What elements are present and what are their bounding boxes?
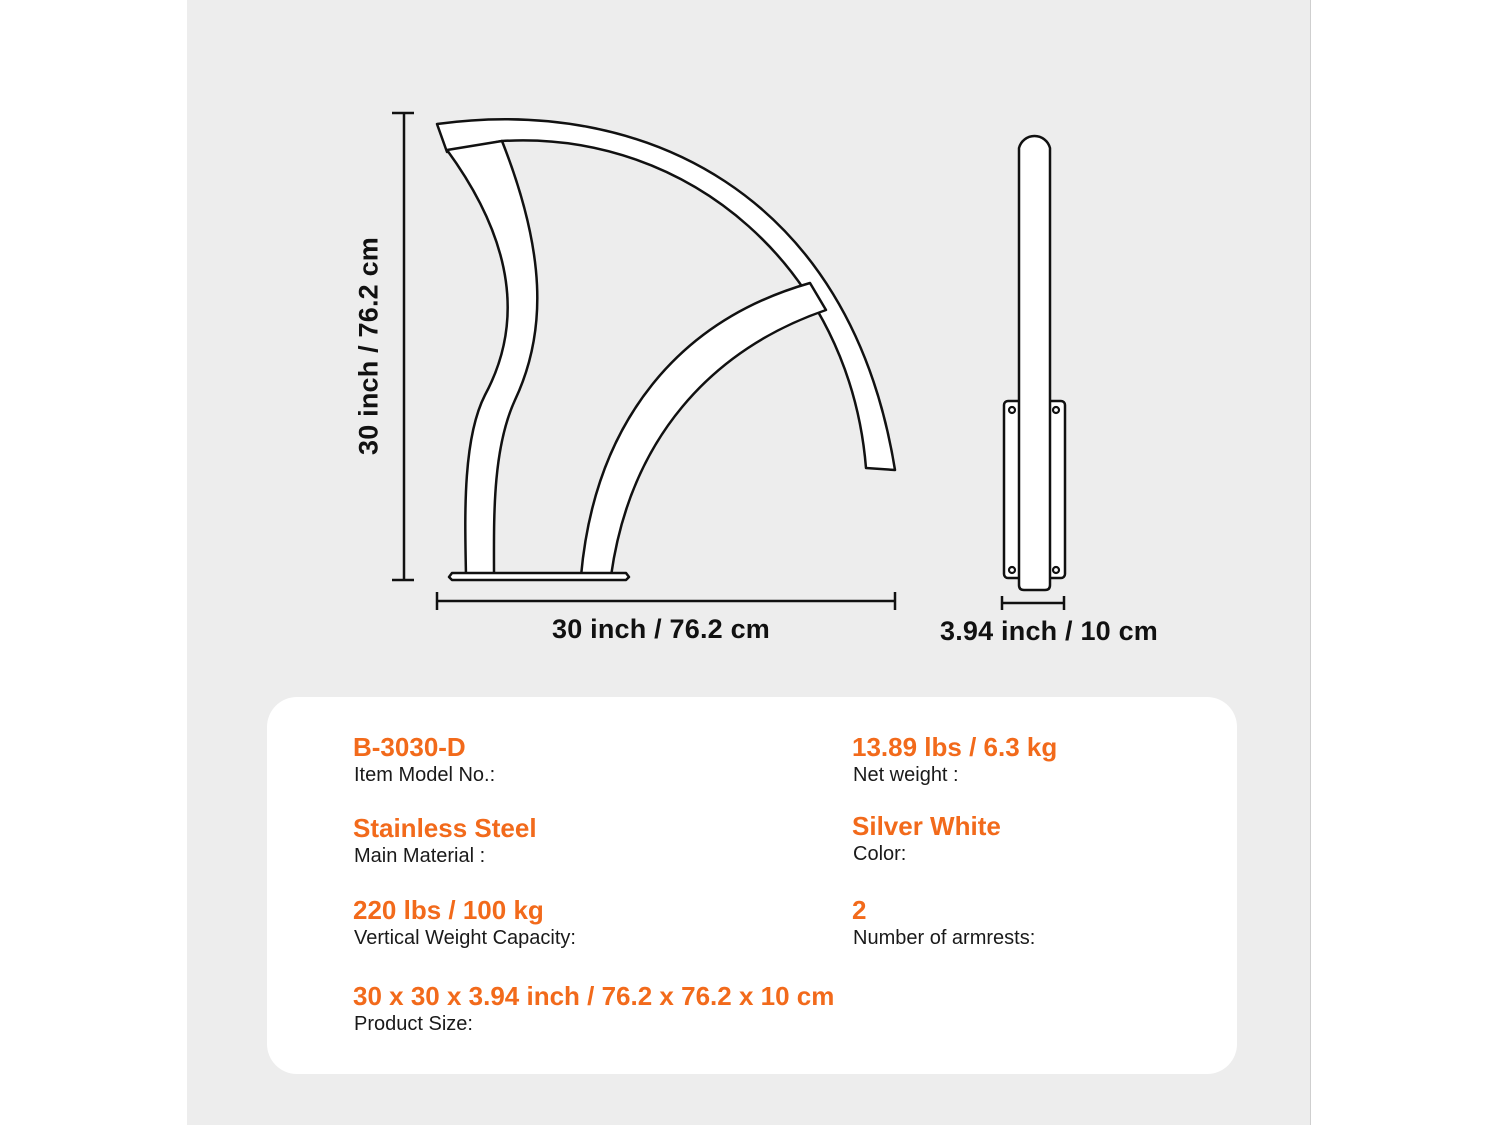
spec-value: 30 x 30 x 3.94 inch / 76.2 x 76.2 x 10 cm [353, 981, 835, 1011]
spec-label: Item Model No.: [354, 764, 496, 786]
spec-label: Net weight : [853, 764, 959, 786]
spec-weight-capacity [353, 895, 576, 950]
height-dimension-line [392, 113, 414, 580]
front-view-base-plate [449, 573, 629, 580]
spec-label: Number of armrests: [853, 927, 1036, 949]
spec-color [852, 811, 1001, 866]
side-view-tube [1019, 136, 1050, 590]
spec-value: 220 lbs / 100 kg [353, 895, 544, 925]
spec-value: 2 [852, 895, 867, 925]
spec-label: Color: [853, 843, 907, 865]
width-dimension-line [437, 592, 895, 610]
depth-dimension-label: 3.94 inch / 10 cm [940, 616, 1159, 646]
depth-dimension-line [1002, 596, 1064, 610]
spec-net-weight [852, 732, 1057, 787]
spec-model [353, 732, 495, 787]
front-view-right-leg [581, 283, 826, 576]
front-view-left-leg [447, 141, 537, 576]
height-dimension-label: 30 inch / 76.2 cm [353, 236, 384, 456]
spec-card [267, 697, 1237, 1074]
spec-value: Stainless Steel [353, 813, 537, 843]
spec-material [353, 813, 537, 868]
spec-product-size [353, 981, 834, 1036]
width-dimension-label: 30 inch / 76.2 cm [552, 614, 771, 644]
spec-value: Silver White [852, 811, 1001, 841]
spec-label: Product Size: [354, 1013, 473, 1035]
spec-value: B-3030-D [353, 732, 466, 762]
spec-label: Vertical Weight Capacity: [354, 927, 576, 949]
spec-label: Main Material : [354, 845, 486, 867]
spec-value: 13.89 lbs / 6.3 kg [852, 732, 1058, 762]
spec-armrest-count [852, 895, 1035, 950]
